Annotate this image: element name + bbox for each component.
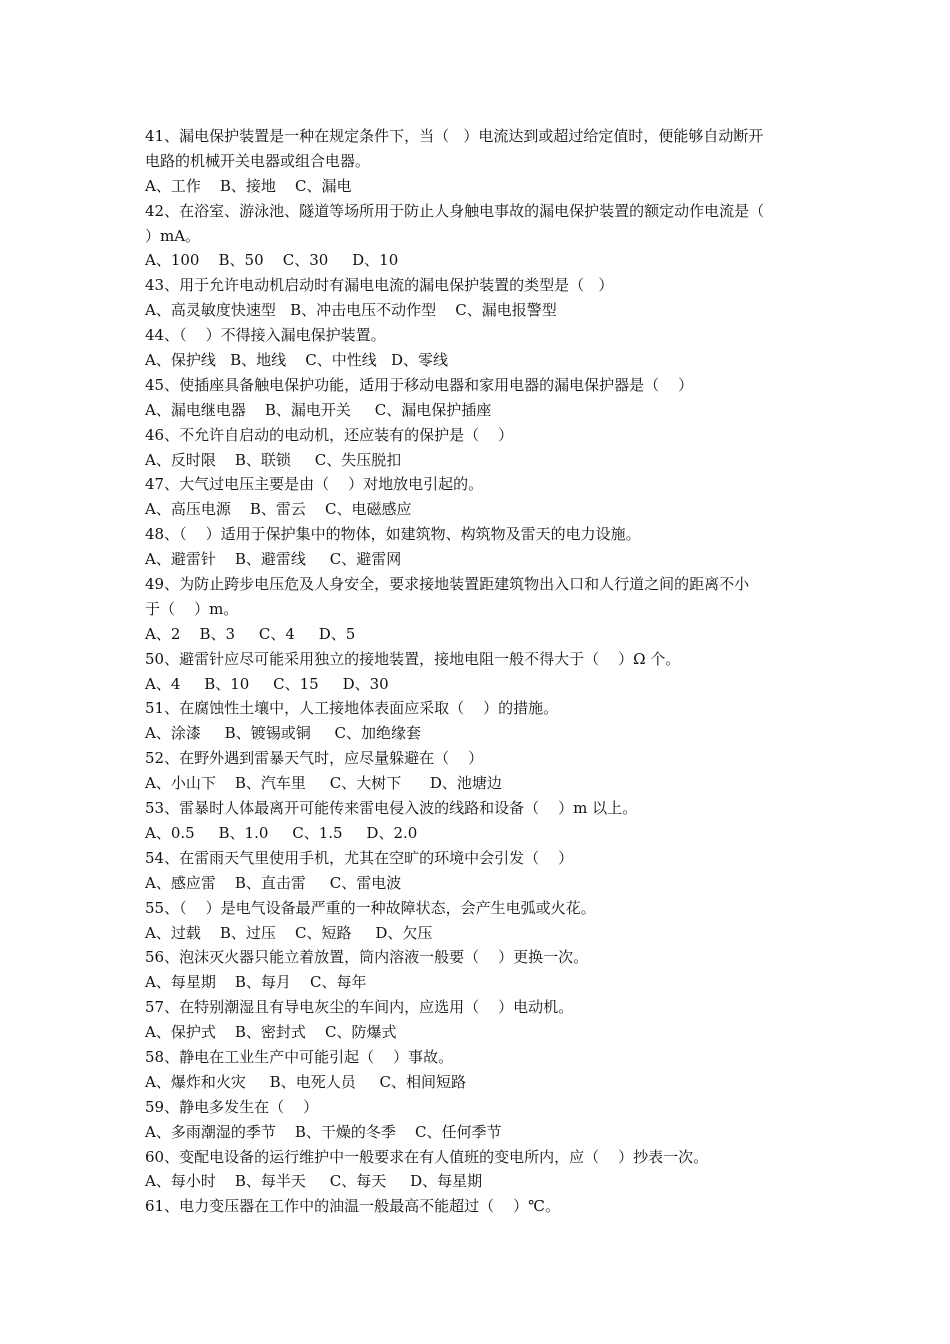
question-56-options: A、每星期 B、每月 C、每年 — [145, 973, 367, 992]
question-48-text: 48、（ ）适用于保护集中的物体，如建筑物、构筑物及雷天的电力设施。 — [145, 525, 641, 544]
question-42-text: 42、在浴室、游泳池、隧道等场所用于防止人身触电事故的漏电保护装置的额定动作电流是（ — [145, 201, 765, 220]
question-46-text: 46、不允许自启动的电动机，还应装有的保护是（ ） — [145, 425, 514, 444]
question-59-text: 59、静电多发生在（ ） — [145, 1097, 319, 1116]
question-57-text: 57、在特别潮湿且有导电灰尘的车间内，应选用（ ）电动机。 — [145, 998, 574, 1017]
question-55-text: 55、（ ）是电气设备最严重的一种故障状态，会产生电弧或火花。 — [145, 898, 596, 917]
question-43-text: 43、用于允许电动机启动时有漏电电流的漏电保护装置的类型是（ ） — [145, 276, 614, 295]
question-42-text-cont: ）mA。 — [145, 226, 201, 245]
question-49-text-cont: 于（ ）m。 — [145, 599, 239, 618]
question-46-options: A、反时限 B、联锁 C、失压脱扣 — [145, 450, 402, 469]
question-53-options: A、0.5 B、1.0 C、1.5 D、2.0 — [145, 823, 418, 842]
question-51-options: A、涂漆 B、镀锡或铜 C、加绝缘套 — [145, 724, 422, 743]
question-47-options: A、高压电源 B、雷云 C、电磁感应 — [145, 500, 412, 519]
question-58-text: 58、静电在工业生产中可能引起（ ）事故。 — [145, 1047, 454, 1066]
question-50-options: A、4 B、10 C、15 D、30 — [145, 674, 389, 693]
question-54-text: 54、在雷雨天气里使用手机，尤其在空旷的环境中会引发（ ） — [145, 848, 574, 867]
question-60-options: A、每小时 B、每半天 C、每天 D、每星期 — [145, 1172, 483, 1191]
question-58-options: A、爆炸和火灾 B、电死人员 C、相间短路 — [145, 1072, 467, 1091]
question-59-options: A、多雨潮湿的季节 B、干燥的冬季 C、任何季节 — [145, 1122, 502, 1141]
question-55-options: A、过载 B、过压 C、短路 D、欠压 — [145, 923, 433, 942]
question-45-text: 45、使插座具备触电保护功能，适用于移动电器和家用电器的漏电保护器是（ ） — [145, 375, 694, 394]
question-54-options: A、感应雷 B、直击雷 C、雷电波 — [145, 873, 402, 892]
question-48-options: A、避雷针 B、避雷线 C、避雷网 — [145, 550, 402, 569]
question-61-text: 61、电力变压器在工作中的油温一般最高不能超过（ ）℃。 — [145, 1197, 560, 1216]
question-52-options: A、小山下 B、汽车里 C、大树下 D、池塘边 — [145, 774, 502, 793]
question-43-options: A、高灵敏度快速型 B、冲击电压不动作型 C、漏电报警型 — [145, 301, 557, 320]
question-42-options: A、100 B、50 C、30 D、10 — [145, 251, 399, 270]
question-41-text-cont: 电路的机械开关电器或组合电器。 — [145, 151, 371, 170]
question-51-text: 51、在腐蚀性土壤中，人工接地体表面应采取（ ）的措施。 — [145, 699, 559, 718]
question-47-text: 47、大气过电压主要是由（ ）对地放电引起的。 — [145, 475, 484, 494]
question-44-text: 44、（ ）不得接入漏电保护装置。 — [145, 326, 386, 345]
document-text — [145, 124, 813, 1219]
question-56-text: 56、泡沫灭火器只能立着放置，筒内溶液一般要（ ）更换一次。 — [145, 948, 589, 967]
question-41-options: A、工作 B、接地 C、漏电 — [145, 176, 352, 195]
question-49-text: 49、为防止跨步电压危及人身安全，要求接地装置距建筑物出入口和人行道之间的距离不小 — [145, 575, 750, 594]
question-49-options: A、2 B、3 C、4 D、5 — [145, 624, 356, 643]
question-44-options: A、保护线 B、地线 C、中性线 D、零线 — [145, 351, 449, 370]
question-53-text: 53、雷暴时人体最离开可能传来雷电侵入波的线路和设备（ ）m 以上。 — [145, 799, 638, 818]
question-45-options: A、漏电继电器 B、漏电开关 C、漏电保护插座 — [145, 400, 492, 419]
question-50-text: 50、避雷针应尽可能采用独立的接地装置，接地电阻一般不得大于（ ）Ω 个。 — [145, 649, 681, 668]
question-52-text: 52、在野外遇到雷暴天气时，应尽量躲避在（ ） — [145, 749, 484, 768]
question-60-text: 60、变配电设备的运行维护中一般要求在有人值班的变电所内，应（ ）抄表一次。 — [145, 1147, 709, 1166]
question-57-options: A、保护式 B、密封式 C、防爆式 — [145, 1023, 397, 1042]
question-41-text: 41、漏电保护装置是一种在规定条件下，当（ ）电流达到或超过给定值时，便能够自动断开 — [145, 127, 764, 145]
